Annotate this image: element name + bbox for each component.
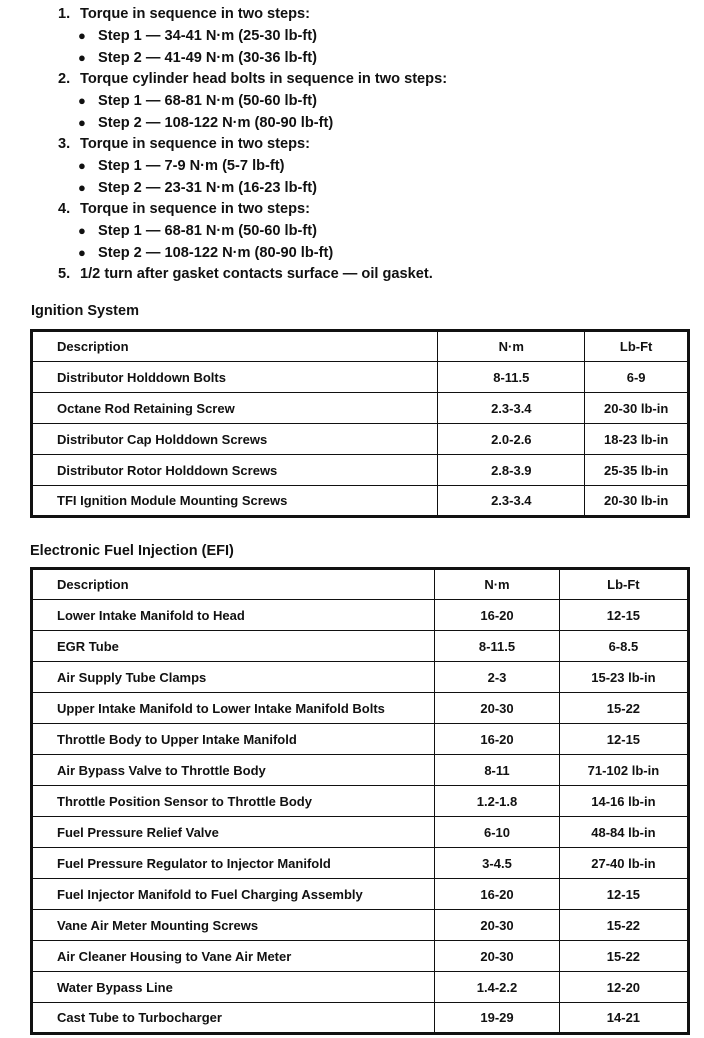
lbft-cell: 48-84 lb-in xyxy=(559,817,688,848)
lbft-cell: 12-20 xyxy=(559,972,688,1003)
table-row xyxy=(32,817,689,848)
description-cell: Distributor Cap Holddown Screws xyxy=(32,424,438,455)
step-sub-item xyxy=(58,47,678,69)
table-row xyxy=(32,879,689,910)
step-text: Torque in sequence in two steps: xyxy=(80,201,311,217)
bullet-icon: ● xyxy=(78,158,86,173)
nm-cell: 2.3-3.4 xyxy=(438,393,585,424)
nm-cell: 2.0-2.6 xyxy=(438,424,585,455)
table-row xyxy=(32,786,689,817)
column-header-lbft: Lb-Ft xyxy=(585,331,689,362)
column-header-lbft: Lb-Ft xyxy=(559,569,688,600)
nm-cell: 3-4.5 xyxy=(435,848,560,879)
efi-table xyxy=(30,567,690,1035)
bullet-icon: ● xyxy=(78,93,86,108)
step-sub-text: Step 2 — 23-31 N·m (16-23 lb-ft) xyxy=(98,180,317,196)
step-sub-item xyxy=(58,155,678,177)
table-row xyxy=(32,455,689,486)
bullet-icon: ● xyxy=(78,28,86,43)
step-sub-item xyxy=(58,220,678,242)
step-number: 2. xyxy=(58,71,71,87)
step-item xyxy=(58,264,678,285)
step-text: Torque cylinder head bolts in sequence in two steps: xyxy=(80,71,448,87)
nm-cell: 16-20 xyxy=(435,600,560,631)
bullet-icon: ● xyxy=(78,115,86,130)
nm-cell: 8-11 xyxy=(435,755,560,786)
lbft-cell: 14-21 xyxy=(559,1003,688,1034)
column-header-description: Description xyxy=(32,569,435,600)
lbft-cell: 12-15 xyxy=(559,879,688,910)
step-item xyxy=(58,69,678,90)
step-number: 1. xyxy=(58,6,71,22)
nm-cell: 20-30 xyxy=(435,693,560,724)
column-header-nm: N·m xyxy=(435,569,560,600)
description-cell: Air Bypass Valve to Throttle Body xyxy=(32,755,435,786)
lbft-cell: 15-23 lb-in xyxy=(559,662,688,693)
nm-cell: 20-30 xyxy=(435,910,560,941)
step-item xyxy=(58,199,678,220)
lbft-cell: 25-35 lb-in xyxy=(585,455,689,486)
nm-cell: 16-20 xyxy=(435,724,560,755)
step-sub-text: Step 2 — 41-49 N·m (30-36 lb-ft) xyxy=(98,50,317,66)
lbft-cell: 6-8.5 xyxy=(559,631,688,662)
lbft-cell: 14-16 lb-in xyxy=(559,786,688,817)
lbft-cell: 27-40 lb-in xyxy=(559,848,688,879)
step-sub-text: Step 1 — 68-81 N·m (50-60 lb-ft) xyxy=(98,93,317,109)
table-row xyxy=(32,693,689,724)
description-cell: Fuel Injector Manifold to Fuel Charging Assembly xyxy=(32,879,435,910)
description-cell: Fuel Pressure Regulator to Injector Manifold xyxy=(32,848,435,879)
step-number: 5. xyxy=(58,266,71,282)
lbft-cell: 71-102 lb-in xyxy=(559,755,688,786)
description-cell: Water Bypass Line xyxy=(32,972,435,1003)
lbft-cell: 6-9 xyxy=(585,362,689,393)
nm-cell: 8-11.5 xyxy=(435,631,560,662)
nm-cell: 6-10 xyxy=(435,817,560,848)
step-text: Torque in sequence in two steps: xyxy=(80,6,311,22)
ignition-section-title: Ignition System xyxy=(31,303,139,319)
nm-cell: 16-20 xyxy=(435,879,560,910)
description-cell: Air Cleaner Housing to Vane Air Meter xyxy=(32,941,435,972)
description-cell: TFI Ignition Module Mounting Screws xyxy=(32,486,438,517)
nm-cell: 2.8-3.9 xyxy=(438,455,585,486)
step-text: 1/2 turn after gasket contacts surface — oil gasket. xyxy=(80,266,433,282)
bullet-icon: ● xyxy=(78,223,86,238)
table-row xyxy=(32,600,689,631)
table-header-row xyxy=(32,331,689,362)
step-sub-text: Step 1 — 7-9 N·m (5-7 lb-ft) xyxy=(98,158,285,174)
step-sub-item xyxy=(58,177,678,199)
description-cell: Distributor Rotor Holddown Screws xyxy=(32,455,438,486)
table-row xyxy=(32,848,689,879)
lbft-cell: 12-15 xyxy=(559,724,688,755)
step-sub-text: Step 1 — 34-41 N·m (25-30 lb-ft) xyxy=(98,28,317,44)
step-number: 4. xyxy=(58,201,71,217)
step-item xyxy=(58,134,678,155)
nm-cell: 2-3 xyxy=(435,662,560,693)
step-sub-item xyxy=(58,112,678,134)
description-cell: EGR Tube xyxy=(32,631,435,662)
ignition-table xyxy=(30,329,690,518)
step-sub-text: Step 2 — 108-122 N·m (80-90 lb-ft) xyxy=(98,245,334,261)
nm-cell: 1.4-2.2 xyxy=(435,972,560,1003)
efi-section-title: Electronic Fuel Injection (EFI) xyxy=(30,543,234,559)
table-row xyxy=(32,755,689,786)
description-cell: Octane Rod Retaining Screw xyxy=(32,393,438,424)
lbft-cell: 20-30 lb-in xyxy=(585,486,689,517)
table-row xyxy=(32,972,689,1003)
description-cell: Distributor Holddown Bolts xyxy=(32,362,438,393)
description-cell: Fuel Pressure Relief Valve xyxy=(32,817,435,848)
description-cell: Throttle Body to Upper Intake Manifold xyxy=(32,724,435,755)
lbft-cell: 15-22 xyxy=(559,693,688,724)
column-header-nm: N·m xyxy=(438,331,585,362)
table-row xyxy=(32,941,689,972)
table-row xyxy=(32,910,689,941)
description-cell: Cast Tube to Turbocharger xyxy=(32,1003,435,1034)
column-header-description: Description xyxy=(32,331,438,362)
table-row xyxy=(32,631,689,662)
step-sub-text: Step 2 — 108-122 N·m (80-90 lb-ft) xyxy=(98,115,334,131)
table-row xyxy=(32,724,689,755)
description-cell: Lower Intake Manifold to Head xyxy=(32,600,435,631)
lbft-cell: 18-23 lb-in xyxy=(585,424,689,455)
table-row xyxy=(32,362,689,393)
nm-cell: 19-29 xyxy=(435,1003,560,1034)
table-row xyxy=(32,662,689,693)
bullet-icon: ● xyxy=(78,245,86,260)
nm-cell: 8-11.5 xyxy=(438,362,585,393)
description-cell: Upper Intake Manifold to Lower Intake Manifold Bolts xyxy=(32,693,435,724)
table-row xyxy=(32,486,689,517)
table-row xyxy=(32,1003,689,1034)
lbft-cell: 15-22 xyxy=(559,941,688,972)
step-sub-item xyxy=(58,242,678,264)
step-sub-item xyxy=(58,25,678,47)
step-sub-item xyxy=(58,90,678,112)
lbft-cell: 12-15 xyxy=(559,600,688,631)
description-cell: Vane Air Meter Mounting Screws xyxy=(32,910,435,941)
torque-steps xyxy=(58,4,678,285)
nm-cell: 1.2-1.8 xyxy=(435,786,560,817)
bullet-icon: ● xyxy=(78,50,86,65)
step-number: 3. xyxy=(58,136,71,152)
step-sub-text: Step 1 — 68-81 N·m (50-60 lb-ft) xyxy=(98,223,317,239)
description-cell: Throttle Position Sensor to Throttle Body xyxy=(32,786,435,817)
step-item xyxy=(58,4,678,25)
lbft-cell: 20-30 lb-in xyxy=(585,393,689,424)
lbft-cell: 15-22 xyxy=(559,910,688,941)
table-row xyxy=(32,424,689,455)
nm-cell: 20-30 xyxy=(435,941,560,972)
step-text: Torque in sequence in two steps: xyxy=(80,136,311,152)
description-cell: Air Supply Tube Clamps xyxy=(32,662,435,693)
table-header-row xyxy=(32,569,689,600)
table-row xyxy=(32,393,689,424)
bullet-icon: ● xyxy=(78,180,86,195)
nm-cell: 2.3-3.4 xyxy=(438,486,585,517)
